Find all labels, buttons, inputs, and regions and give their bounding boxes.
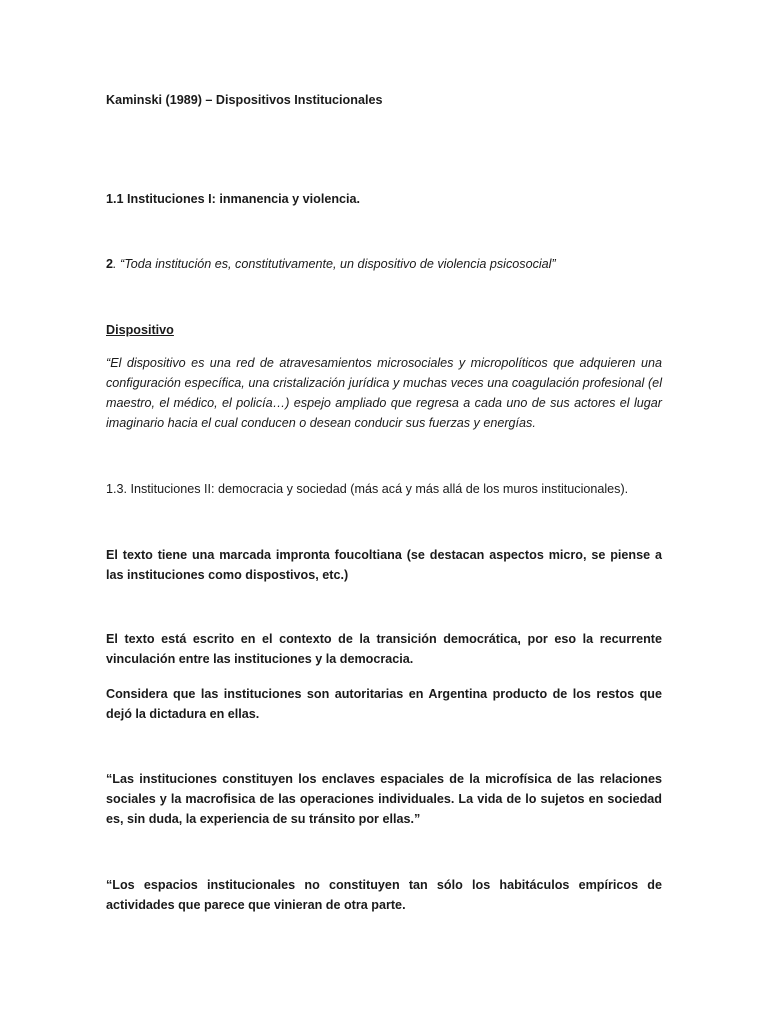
point-2-quote: . “Toda institución es, constitutivamente, un dispositivo de violencia psicosocial” (113, 257, 556, 271)
section-heading-1-3: 1.3. Instituciones II: democracia y sociedad (más acá y más allá de los muros institucionales). (106, 482, 629, 496)
quote-enclaves: “Las instituciones constituyen los enclaves espaciales de la microfísica de las relaciones sociales y la macrofisica de las operaciones individuales. La vida de lo sujetos en sociedad es, sin duda, la experiencia de su tránsito por ellas.” (106, 772, 662, 826)
quote-espacios: “Los espacios institucionales no constituyen tan sólo los habitáculos empíricos de actividades que parece que vinieran de otra parte. (106, 878, 662, 912)
point-2 (106, 254, 662, 274)
dispositivo-quote: “El dispositivo es una red de atravesamientos microsociales y micropolíticos que adquieren una configuración específica, una cristalización jurídica y muchas veces una coagulación profesional (el maestro, el médico, el policía…) espejo ampliado que regresa a cada uno de sus actores el lugar imaginario hacia el cual conducen o desean conducir sus fuerzas y energías. (106, 356, 662, 430)
point-2-number: 2 (106, 257, 114, 271)
document-title: Kaminski (1989) – Dispositivos Institucionales (106, 93, 383, 107)
paragraph-transicion: El texto está escrito en el contexto de la transición democrática, por eso la recurrente vinculación entre las instituciones y la democracia. (106, 632, 662, 666)
paragraph-foucault: El texto tiene una marcada impronta foucoltiana (se destacan aspectos micro, se piense a las instituciones como dispostivos, etc.) (106, 548, 662, 582)
paragraph-autoritarias: Considera que las instituciones son autoritarias en Argentina producto de los restos que dejó la dictadura en ellas. (106, 687, 662, 721)
dispositivo-heading: Dispositivo (106, 323, 174, 337)
section-heading-1-1: 1.1 Instituciones I: inmanencia y violencia. (106, 192, 361, 206)
